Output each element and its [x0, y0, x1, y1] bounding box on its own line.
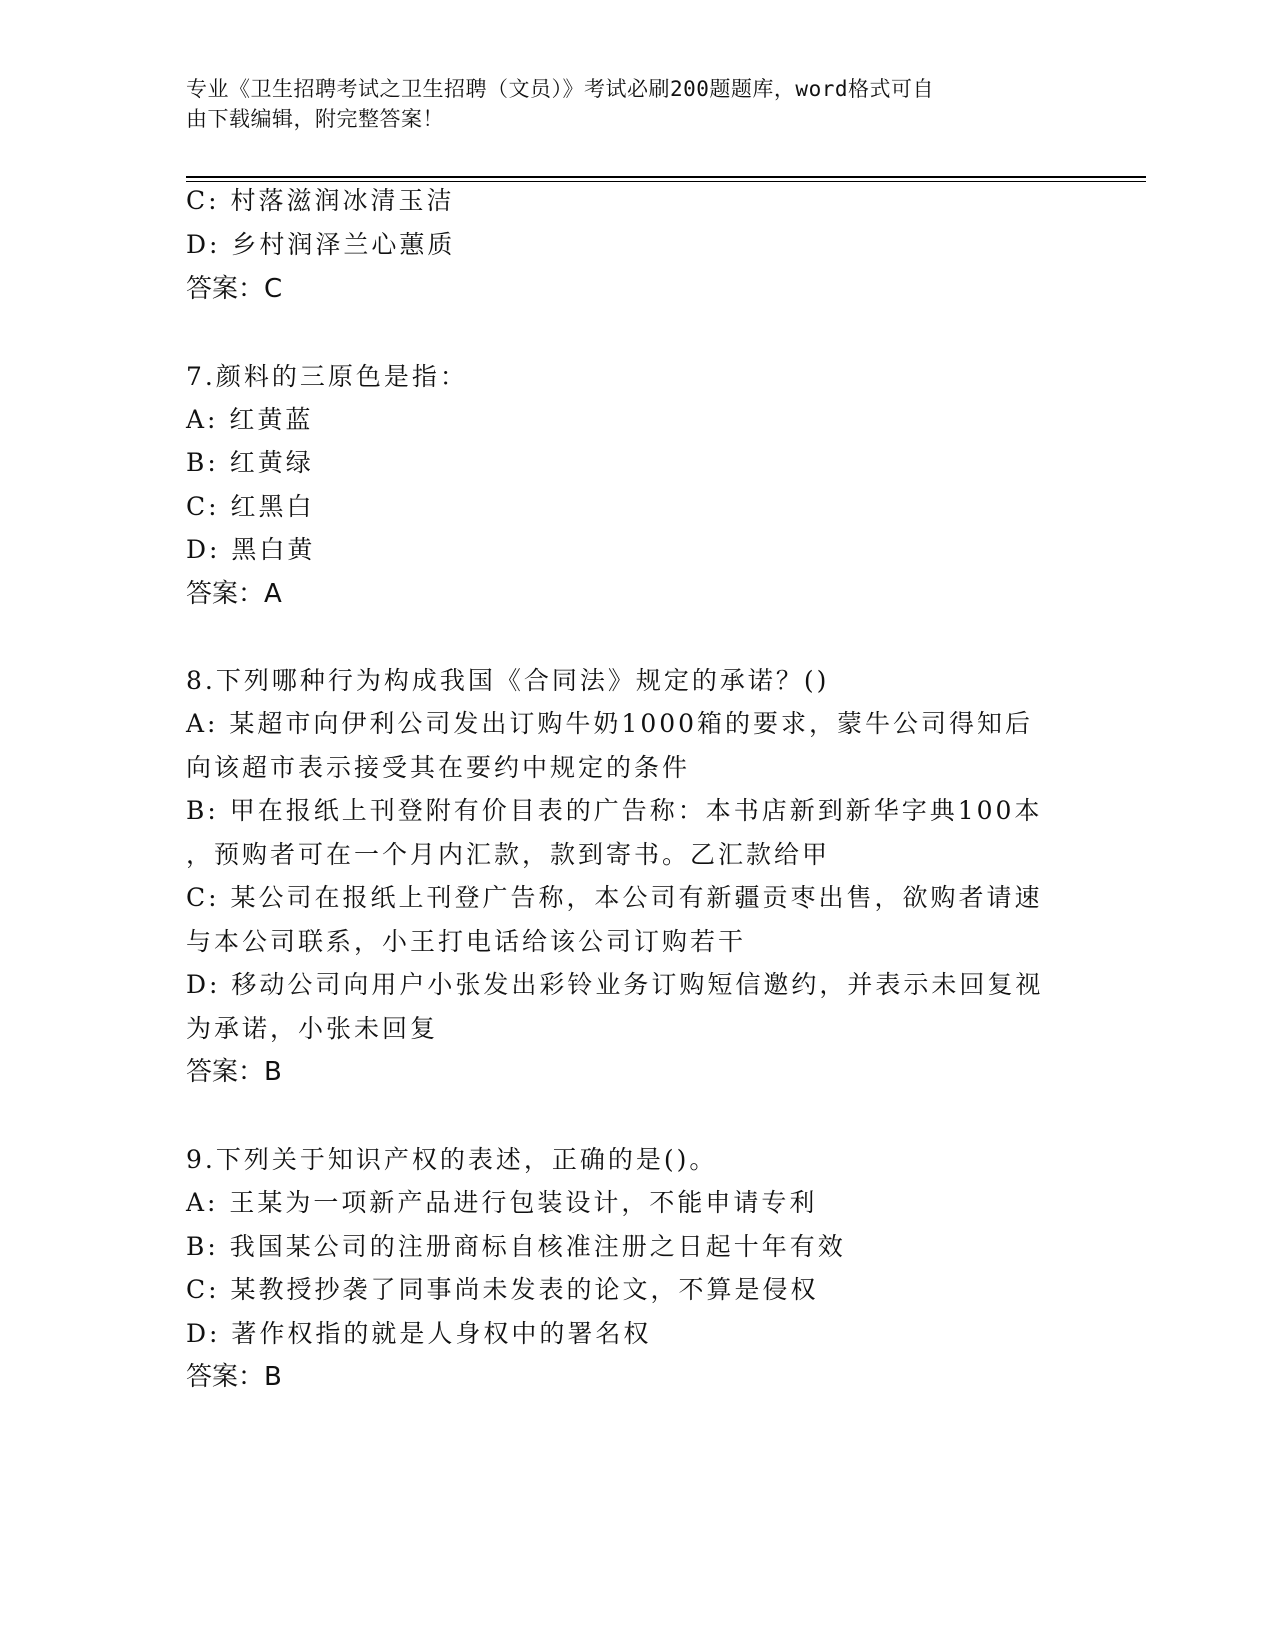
- question-9: 9.下列关于知识产权的表述，正确的是()。: [186, 1145, 718, 1174]
- option-b-q8: B: 甲在报纸上刊登附有价目表的广告称：本书店新到新华字典100本: [186, 796, 1043, 825]
- option-b-q9: B: 我国某公司的注册商标自核准注册之日起十年有效: [186, 1232, 846, 1261]
- answer-q6: 答案：C: [186, 274, 283, 304]
- question-7: 7.颜料的三原色是指：: [186, 362, 468, 391]
- option-a-q9: A: 王某为一项新产品进行包装设计，不能申请专利: [186, 1188, 818, 1217]
- header-divider-thin: [186, 181, 1146, 182]
- option-c-q8-cont: 与本公司联系，小王打电话给该公司订购若干: [186, 927, 747, 956]
- option-c-q9: C: 某教授抄袭了同事尚未发表的论文，不算是侵权: [186, 1275, 819, 1304]
- option-d-q9: D: 著作权指的就是人身权中的署名权: [186, 1319, 652, 1348]
- answer-q9: 答案：B: [186, 1362, 282, 1392]
- question-8: 8.下列哪种行为构成我国《合同法》规定的承诺？(): [186, 666, 830, 695]
- header-line-1: 专业《卫生招聘考试之卫生招聘（文员）》考试必刷200题题库，word格式可自: [186, 77, 934, 101]
- document-header: [186, 74, 1066, 134]
- option-b-q7: B: 红黄绿: [186, 448, 314, 477]
- option-c-q7: C: 红黑白: [186, 492, 315, 521]
- answer-q7: 答案：A: [186, 579, 282, 609]
- option-a-q7: A: 红黄蓝: [186, 405, 314, 434]
- option-c-q6: C: 村落滋润冰清玉洁: [186, 186, 455, 215]
- option-d-q8-cont: 为承诺，小张未回复: [186, 1014, 439, 1043]
- option-a-q8: A: 某超市向伊利公司发出订购牛奶1000箱的要求，蒙牛公司得知后: [186, 709, 1034, 738]
- option-d-q6: D: 乡村润泽兰心蕙质: [186, 230, 456, 259]
- option-c-q8: C: 某公司在报纸上刊登广告称，本公司有新疆贡枣出售，欲购者请速: [186, 883, 1043, 912]
- header-line-2: 由下载编辑，附完整答案！: [186, 107, 444, 131]
- header-divider-thick: [186, 176, 1146, 178]
- answer-q8: 答案：B: [186, 1057, 282, 1087]
- option-d-q8: D: 移动公司向用户小张发出彩铃业务订购短信邀约，并表示未回复视: [186, 970, 1044, 999]
- option-b-q8-cont: ，预购者可在一个月内汇款，款到寄书。乙汇款给甲: [186, 840, 831, 869]
- option-a-q8-cont: 向该超市表示接受其在要约中规定的条件: [186, 753, 691, 782]
- option-d-q7: D: 黑白黄: [186, 535, 316, 564]
